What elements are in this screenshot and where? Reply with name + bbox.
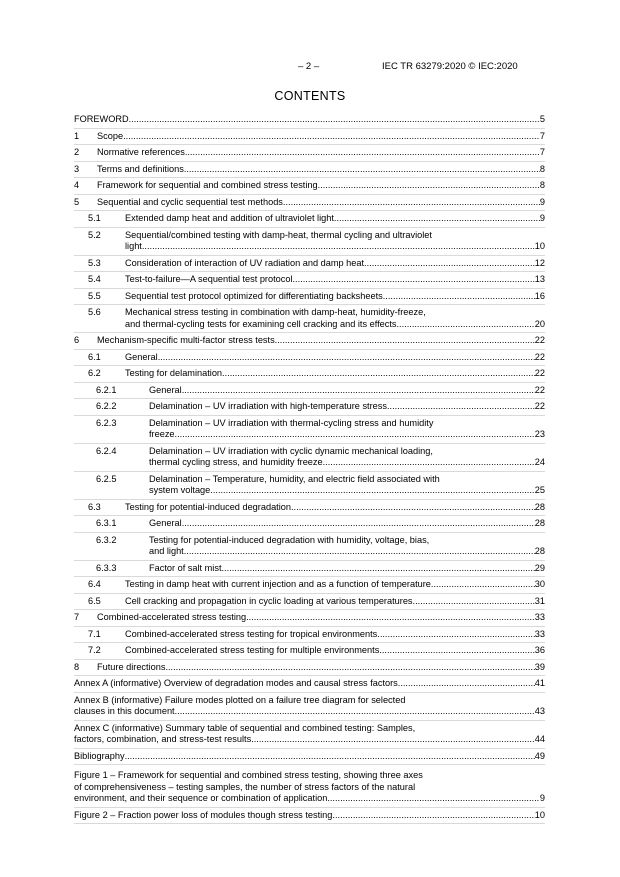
entry-title-line: Scope bbox=[97, 130, 124, 141]
figure-entry[interactable] bbox=[74, 768, 545, 808]
dot-leader bbox=[210, 485, 534, 497]
dot-leader bbox=[383, 291, 535, 303]
dot-leader bbox=[165, 662, 534, 674]
entry-page-number: 39 bbox=[534, 661, 545, 672]
entry-page-number: 9 bbox=[539, 793, 545, 803]
toc-entry[interactable] bbox=[74, 178, 545, 195]
toc-entry-number: 6.2.5 bbox=[96, 473, 117, 484]
toc-entry-number: 5.6 bbox=[88, 307, 101, 317]
dot-leader bbox=[123, 131, 540, 143]
dot-leader bbox=[431, 579, 535, 591]
toc-entry-number: 7.1 bbox=[88, 628, 101, 639]
entry-page-number: 44 bbox=[534, 734, 545, 744]
entry-title-line: and thermal-cycling tests for examining cell cracking and its effects bbox=[125, 318, 397, 329]
toc-entry[interactable] bbox=[74, 256, 545, 273]
entry-title-line: Combined-accelerated stress testing for multiple environments bbox=[125, 645, 380, 655]
toc-entry[interactable] bbox=[74, 594, 545, 611]
toc-entry[interactable] bbox=[74, 721, 545, 749]
entry-title-line: Cell cracking and propagation in cyclic loading at various temperatures bbox=[125, 595, 413, 606]
dot-leader bbox=[379, 645, 534, 657]
entry-title-line: General bbox=[149, 384, 182, 395]
toc-entry[interactable] bbox=[74, 660, 545, 677]
toc-entry[interactable] bbox=[74, 228, 545, 256]
entry-title-line: General bbox=[125, 351, 158, 362]
toc-entry[interactable] bbox=[74, 627, 545, 644]
dot-leader bbox=[184, 546, 535, 558]
dot-leader bbox=[275, 335, 535, 347]
entry-title-line: General bbox=[149, 518, 182, 528]
dot-leader bbox=[334, 213, 540, 225]
entry-title-line: thermal cycling stress, and humidity freeze bbox=[149, 457, 323, 467]
entry-page-number: 33 bbox=[534, 612, 545, 622]
entry-page-number: 43 bbox=[534, 706, 545, 716]
entry-page-number: 22 bbox=[534, 351, 545, 362]
dot-leader bbox=[129, 114, 540, 126]
dot-leader bbox=[397, 319, 535, 331]
entry-page-number: 9 bbox=[539, 213, 545, 223]
entry-title-line: Test-to-failure—A sequential test protocol bbox=[125, 274, 293, 284]
list-of-figures bbox=[74, 768, 545, 824]
toc-entry-number: 1 bbox=[74, 130, 80, 141]
toc-entry-number: 7 bbox=[74, 612, 80, 622]
toc-entry-number: 6.2 bbox=[88, 368, 101, 378]
toc-entry[interactable] bbox=[74, 749, 545, 766]
toc-entry[interactable] bbox=[74, 533, 545, 561]
entry-title-line: light bbox=[125, 241, 142, 251]
entry-page-number: 13 bbox=[534, 274, 545, 284]
dot-leader bbox=[246, 612, 535, 624]
toc-entry-number: 2 bbox=[74, 147, 80, 157]
entry-title-line: Framework for sequential and combined stress testing bbox=[97, 180, 318, 190]
entry-page-number: 22 bbox=[534, 401, 545, 411]
dot-leader bbox=[327, 793, 540, 805]
dot-leader bbox=[398, 678, 535, 690]
dot-leader bbox=[184, 164, 540, 176]
entry-title-line: Sequential test protocol optimized for differentiating backsheets bbox=[125, 290, 383, 301]
toc-entry[interactable] bbox=[74, 500, 545, 517]
entry-page-number: 28 bbox=[534, 501, 545, 512]
toc-entry[interactable] bbox=[74, 676, 545, 693]
entry-title-line: Figure 2 – Fraction power loss of modules though stress testing bbox=[74, 809, 333, 820]
dot-leader bbox=[251, 734, 535, 746]
toc-entry[interactable] bbox=[74, 162, 545, 179]
toc-entry-number: 5.4 bbox=[88, 274, 101, 284]
entry-page-number: 31 bbox=[534, 595, 545, 606]
dot-leader bbox=[182, 385, 535, 397]
entry-page-number: 9 bbox=[539, 196, 545, 207]
toc-entry-number: 4 bbox=[74, 180, 80, 190]
dot-leader bbox=[158, 352, 535, 364]
entry-page-number: 29 bbox=[534, 562, 545, 573]
toc-entry-number: 6.3.1 bbox=[96, 518, 117, 528]
toc-entry[interactable] bbox=[74, 289, 545, 306]
entry-title-line: freeze bbox=[149, 429, 175, 439]
entry-title-line: Combined-accelerated stress testing bbox=[97, 612, 247, 622]
toc-entry-number: 6.2.4 bbox=[96, 445, 117, 456]
toc-entry[interactable] bbox=[74, 444, 545, 472]
dot-leader bbox=[364, 258, 535, 270]
entry-title-line: Annex B (informative) Failure modes plotted on a failure tree diagram for selected bbox=[74, 694, 406, 705]
entry-title-line: Testing for potential-induced degradation with humidity, voltage, bias, bbox=[149, 534, 430, 545]
toc-entry-number: 6.3 bbox=[88, 501, 101, 512]
dot-leader bbox=[291, 502, 535, 514]
entry-title-line: system voltage bbox=[149, 485, 211, 495]
toc-entry[interactable] bbox=[74, 350, 545, 367]
entry-page-number: 28 bbox=[534, 518, 545, 528]
entry-page-number: 22 bbox=[534, 368, 545, 378]
entry-title-line: Mechanical stress testing in combination with damp-heat, humidity-freeze, bbox=[125, 307, 426, 317]
dot-leader bbox=[377, 629, 535, 641]
entry-page-number: 22 bbox=[534, 384, 545, 395]
entry-page-number: 36 bbox=[534, 645, 545, 655]
toc-entry[interactable] bbox=[74, 472, 545, 500]
entry-title-line: Delamination – UV irradiation with thermal-cycling stress and humidity bbox=[149, 417, 434, 428]
toc-entry-number: 5.1 bbox=[88, 213, 101, 223]
entry-page-number: 23 bbox=[534, 429, 545, 439]
entry-page-number: 33 bbox=[534, 628, 545, 639]
entry-page-number: 10 bbox=[534, 809, 545, 820]
entry-title-line: environment, and their sequence or combination of application bbox=[74, 793, 328, 803]
entry-title-line: Testing for potential-induced degradation bbox=[125, 501, 291, 512]
entry-title-line: Mechanism-specific multi-factor stress tests bbox=[97, 335, 275, 345]
toc-entry[interactable] bbox=[74, 577, 545, 594]
toc-entry-number: 6.3.2 bbox=[96, 534, 117, 545]
toc-entry-number: 6.1 bbox=[88, 351, 101, 362]
toc-entry[interactable] bbox=[74, 399, 545, 416]
entry-title-line: Sequential/combined testing with damp-heat, thermal cycling and ultraviolet bbox=[125, 229, 432, 240]
dot-leader bbox=[222, 368, 535, 380]
toc-entry-number: 6.2.3 bbox=[96, 417, 117, 428]
toc-entry[interactable] bbox=[74, 561, 545, 578]
toc-entry-number: 5.3 bbox=[88, 257, 101, 268]
toc-entry-number: 8 bbox=[74, 661, 80, 672]
toc-entry[interactable] bbox=[74, 383, 545, 400]
toc-entry-number: 5.2 bbox=[88, 229, 101, 240]
entry-page-number: 7 bbox=[539, 147, 545, 157]
toc-entry[interactable] bbox=[74, 366, 545, 383]
entry-title-line: Figure 1 – Framework for sequential and combined stress testing, showing three axes bbox=[74, 770, 423, 780]
toc-entry[interactable] bbox=[74, 693, 545, 721]
toc-entry-number: 5.5 bbox=[88, 290, 101, 301]
toc-entry[interactable] bbox=[74, 643, 545, 660]
entry-title-line: Annex C (informative) Summary table of sequential and combined testing: Samples, bbox=[74, 722, 416, 733]
entry-title-line: Annex A (informative) Overview of degradation modes and causal stress factors bbox=[74, 678, 398, 688]
toc-entry-number: 6.4 bbox=[88, 579, 101, 589]
dot-leader bbox=[413, 596, 535, 608]
toc-entry-number: 6.5 bbox=[88, 595, 101, 606]
dot-leader bbox=[182, 518, 535, 530]
dot-leader bbox=[293, 274, 535, 286]
dot-leader bbox=[387, 401, 535, 413]
toc-entry[interactable] bbox=[74, 112, 545, 129]
entry-page-number: 12 bbox=[534, 257, 545, 268]
entry-page-number: 30 bbox=[534, 579, 545, 589]
toc-entry[interactable] bbox=[74, 211, 545, 228]
toc-entry[interactable] bbox=[74, 272, 545, 289]
toc-entry-number: 3 bbox=[74, 163, 80, 174]
entry-title-line: Combined-accelerated stress testing for tropical environments bbox=[125, 628, 378, 639]
dot-leader bbox=[175, 706, 535, 718]
dot-leader bbox=[283, 197, 540, 209]
entry-page-number: 8 bbox=[539, 180, 545, 190]
entry-title-line: and light bbox=[149, 546, 184, 556]
entry-title-line: clauses in this document bbox=[74, 706, 175, 716]
page-title: CONTENTS bbox=[274, 89, 346, 103]
entry-title-line: FOREWORD bbox=[74, 114, 129, 124]
dot-leader bbox=[142, 241, 535, 253]
entry-title-line: factors, combination, and stress-test results bbox=[74, 734, 252, 744]
entry-title-line: Normative references bbox=[97, 147, 185, 157]
entry-page-number: 41 bbox=[534, 678, 545, 688]
toc-entry-number: 6.2.2 bbox=[96, 401, 117, 411]
toc-entry[interactable] bbox=[74, 333, 545, 350]
document-id: IEC TR 63279:2020 © IEC:2020 bbox=[382, 61, 518, 72]
toc-entry-number: 6.3.3 bbox=[96, 562, 117, 573]
page-number: – 2 – bbox=[298, 61, 320, 72]
entry-page-number: 24 bbox=[534, 457, 545, 467]
dot-leader bbox=[175, 429, 535, 441]
entry-title-line: Consideration of interaction of UV radiation and damp heat bbox=[125, 257, 365, 268]
entry-page-number: 10 bbox=[534, 241, 545, 251]
dot-leader bbox=[332, 810, 534, 822]
toc-entry[interactable] bbox=[74, 195, 545, 212]
toc-entry[interactable] bbox=[74, 416, 545, 444]
entry-page-number: 22 bbox=[534, 335, 545, 345]
toc-entry[interactable] bbox=[74, 129, 545, 146]
entry-page-number: 28 bbox=[534, 546, 545, 556]
toc-entry[interactable] bbox=[74, 145, 545, 162]
table-of-contents bbox=[74, 112, 545, 765]
dot-leader bbox=[318, 180, 540, 192]
entry-page-number: 25 bbox=[534, 485, 545, 495]
dot-leader bbox=[323, 457, 535, 469]
entry-title-line: Delamination – Temperature, humidity, and electric field associated with bbox=[149, 473, 440, 484]
toc-entry[interactable] bbox=[74, 516, 545, 533]
entry-page-number: 49 bbox=[534, 750, 545, 761]
entry-title-line: Extended damp heat and addition of ultraviolet light bbox=[125, 213, 334, 223]
entry-title-line: of comprehensiveness – testing samples, the number of stress factors of the natural bbox=[74, 781, 416, 792]
dot-leader bbox=[125, 751, 535, 763]
entry-page-number: 16 bbox=[534, 290, 545, 301]
entry-title-line: Delamination – UV irradiation with cyclic dynamic mechanical loading, bbox=[149, 445, 433, 456]
toc-entry[interactable] bbox=[74, 610, 545, 627]
toc-entry-number: 5 bbox=[74, 196, 80, 207]
entry-page-number: 20 bbox=[534, 318, 545, 329]
dot-leader bbox=[185, 147, 540, 159]
entry-title-line: Future directions bbox=[97, 661, 166, 672]
toc-entry-number: 6 bbox=[74, 335, 80, 345]
entry-page-number: 8 bbox=[539, 163, 545, 174]
entry-title-line: Testing for delamination bbox=[125, 368, 223, 378]
entry-title-line: Factor of salt mist bbox=[149, 562, 222, 573]
entry-title-line: Testing in damp heat with current injection and as a function of temperature bbox=[125, 579, 431, 589]
entry-page-number: 5 bbox=[539, 114, 545, 124]
entry-title-line: Sequential and cyclic sequential test methods bbox=[97, 196, 283, 207]
toc-entry-number: 6.2.1 bbox=[96, 384, 117, 395]
figure-entry[interactable] bbox=[74, 808, 545, 825]
dot-leader bbox=[222, 563, 535, 575]
entry-title-line: Delamination – UV irradiation with high-temperature stress bbox=[149, 401, 387, 411]
entry-title-line: Terms and definitions bbox=[97, 163, 184, 174]
entry-page-number: 7 bbox=[539, 130, 545, 141]
toc-entry-number: 7.2 bbox=[88, 645, 101, 655]
toc-entry[interactable] bbox=[74, 305, 545, 333]
entry-title-line: Bibliography bbox=[74, 750, 125, 761]
